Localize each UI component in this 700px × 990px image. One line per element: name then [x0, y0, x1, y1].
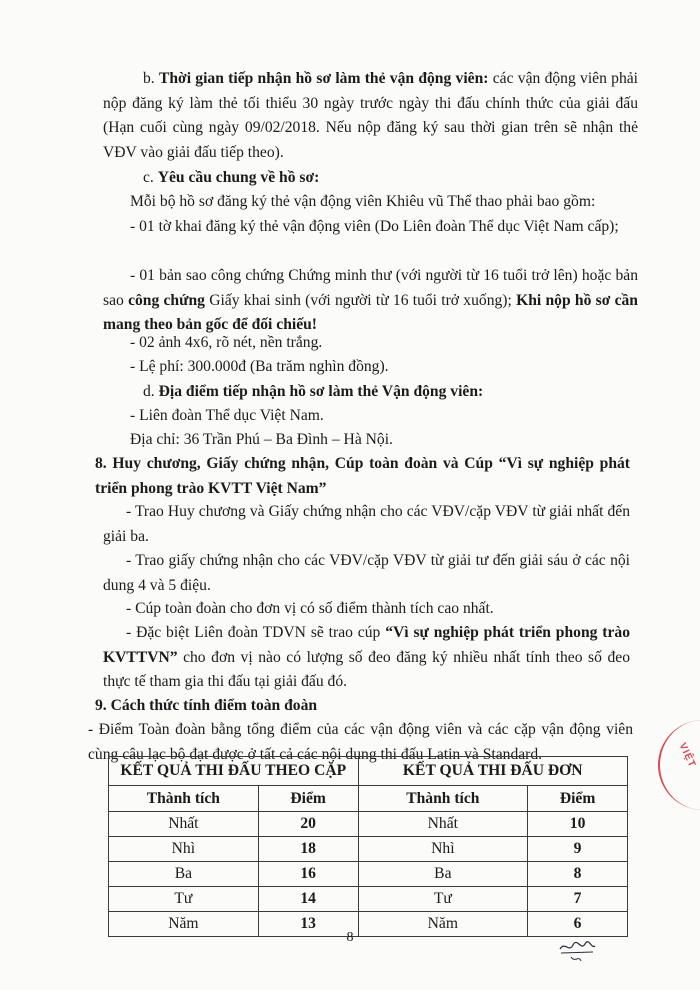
page-number: 8: [346, 930, 354, 945]
section-b-body: các vận động viên phải nộp đăng ký làm thẻ tối thiểu 30 ngày trước ngày thi đấu chính thức của giải đấu (Hạn cuối cùng ngày 09/02/2018. Nếu nộp đăng ký sau thời gian trên sẽ nhận thẻ VĐV vào giải đấu tiếp theo).: [103, 70, 638, 161]
section-8-heading: 8. Huy chương, Giấy chứng nhận, Cúp toàn đoàn và Cúp “Vì sự nghiệp phát triển phong trào KVTT Việt Nam”: [95, 455, 630, 497]
section-8-p4: - Đặc biệt Liên đoàn TDVN sẽ trao cúp “Vì sự nghiệp phát triển phong trào KVTTVN” cho đơn vị nào có lượng số đeo đăng ký nhiều nhất tính theo số đeo thực tế tham gia thi đấu tại giải đấu đó.: [103, 624, 630, 690]
section-c-item3: - 02 ảnh 4x6, rõ nét, nền trắng.: [130, 334, 323, 351]
section-c-intro: Mỗi bộ hồ sơ đăng ký thẻ vận động viên Khiêu vũ Thể thao phải bao gồm:: [130, 193, 596, 210]
section-d-marker: d.: [143, 383, 155, 400]
pair-results-title: KẾT QUẢ THI ĐẤU THEO CẶP: [109, 757, 359, 786]
single-rank-header: Thành tích: [358, 786, 528, 812]
section-c-heading-line: [130, 166, 638, 191]
section-8-p3: - Cúp toàn đoàn cho đơn vị có số điểm thành tích cao nhất.: [126, 600, 494, 617]
section-b-marker: b.: [143, 70, 155, 87]
section-c-marker: c.: [143, 169, 154, 186]
section-c-item2: - 01 bản sao công chứng Chứng minh thư (với người từ 16 tuổi trở lên) hoặc bản sao công chứng Giấy khai sinh (với người từ 16 tuổi trở xuống); Khi nộp hồ sơ cần mang theo bản gốc để đối chiếu!: [103, 267, 638, 333]
section-b-heading: Thời gian tiếp nhận hồ sơ làm thẻ vận động viên:: [158, 70, 489, 87]
single-results-title: KẾT QUẢ THI ĐẤU ĐƠN: [358, 757, 627, 786]
single-points-header: Điểm: [528, 786, 628, 812]
section-8-p2: - Trao giấy chứng nhận cho các VĐV/cặp VĐV từ giải tư đến giải sáu ở các nội dung 4 và 5 điệu.: [103, 552, 630, 594]
table-row: Nhì 18 Nhì 9: [109, 837, 628, 862]
section-9-heading: 9. Cách thức tính điểm toàn đoàn: [95, 697, 318, 714]
section-c-item1: - 01 tờ khai đăng ký thẻ vận động viên (Do Liên đoàn Thể dục Việt Nam cấp);: [130, 218, 619, 235]
signature-icon: [557, 937, 597, 967]
section-d-line1: - Liên đoàn Thể dục Việt Nam.: [130, 407, 324, 424]
pair-points-header: Điểm: [258, 786, 358, 812]
section-c-item4: - Lệ phí: 300.000đ (Ba trăm nghìn đồng).: [130, 358, 389, 375]
section-9-body: - Điểm Toàn đoàn bằng tổng điểm của các vận động viên và các cặp vận động viên cùng câu lạc bộ đạt được ở tất cả các nội dung thi đấu Latin và Standard.: [88, 721, 633, 763]
section-b: [103, 67, 638, 165]
seal-stamp-icon: VIỆT: [658, 720, 700, 810]
table-row: Nhất 20 Nhất 10: [109, 812, 628, 837]
section-c-heading: Yêu cầu chung về hồ sơ:: [157, 169, 320, 186]
section-d-heading: Địa điểm tiếp nhận hồ sơ làm thẻ Vận động viên:: [158, 383, 484, 400]
results-table: [108, 756, 628, 937]
section-d-heading-line: [130, 380, 638, 405]
table-row: Năm 13 Năm 6: [109, 912, 628, 937]
table-row: Ba 16 Ba 8: [109, 862, 628, 887]
pair-rank-header: Thành tích: [109, 786, 259, 812]
table-row: Tư 14 Tư 7: [109, 887, 628, 912]
section-d-line2: Địa chỉ: 36 Trần Phú – Ba Đình – Hà Nội.: [130, 431, 393, 448]
section-8-p1: - Trao Huy chương và Giấy chứng nhận cho các VĐV/cặp VĐV từ giải nhất đến giải ba.: [103, 503, 630, 545]
